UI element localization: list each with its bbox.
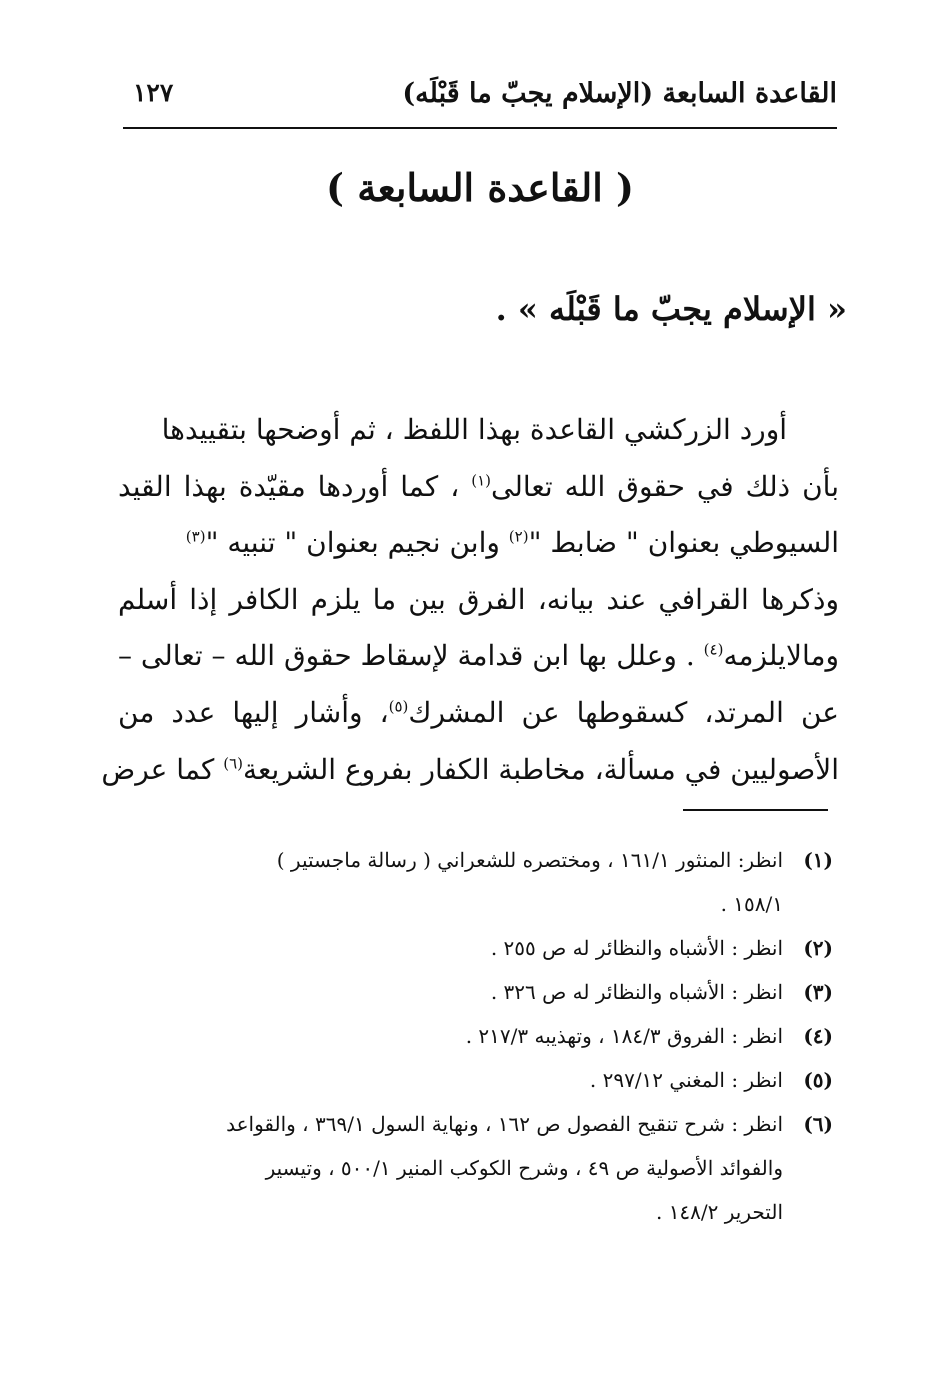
body-text-run: السيوطي بعنوان " ضابط " — [528, 526, 839, 560]
footnote — [118, 970, 839, 1014]
page-number: ١٢٧ — [133, 78, 174, 107]
chapter-title: ( القاعدة السابعة ) — [325, 165, 634, 210]
body-text-run: كما عرض — [101, 752, 224, 786]
body-text-run: عن المرتد، كسقوطها عن المشرك — [408, 695, 839, 729]
footnote-line: انظر : المغني ٢٩٧/١٢ . — [589, 1068, 783, 1092]
body-line — [118, 685, 839, 742]
footnote-number: (٥) — [803, 1068, 833, 1092]
footnote-line: والفوائد الأصولية ص ٤٩ ، وشرح الكوكب المنير ٥٠٠/١ ، وتيسير — [265, 1156, 783, 1180]
footnote — [118, 838, 839, 926]
footnote-number: (١) — [803, 848, 833, 872]
body-line — [101, 742, 839, 799]
running-title: القاعدة السابعة (الإسلام يجبّ ما قَبْلَه) — [402, 78, 837, 109]
body-text-run: . وعلل بها ابن قدامة لإسقاط حقوق الله – تعالى – — [118, 639, 704, 673]
footnote-line: انظر : الأشباه والنظائر له ص ٢٥٥ . — [490, 936, 783, 960]
footnote-ref: (٥) — [388, 697, 409, 716]
body-text — [101, 402, 839, 798]
footnote-ref: (٦) — [223, 754, 244, 773]
body-line — [118, 515, 839, 572]
body-text-run: ومالايلزمه — [723, 639, 839, 673]
footnote-ref: (٢) — [508, 527, 529, 546]
footnote-number: (٣) — [803, 980, 833, 1004]
footnote-line: التحرير ١٤٨/٢ . — [655, 1200, 783, 1224]
body-line: وذكرها القرافي عند بيانه، الفرق بين ما يلزم الكافر إذا أسلم — [118, 582, 839, 616]
body-line: أورد الزركشي القاعدة بهذا اللفظ ، ثم أوضحها بتقييدها — [161, 413, 787, 446]
footnote-number: (٤) — [803, 1024, 833, 1048]
footnote — [118, 926, 839, 970]
page-header — [123, 74, 837, 124]
footnote — [118, 1102, 839, 1234]
footnote-ref: (٤) — [703, 641, 724, 660]
footnote — [118, 1058, 839, 1102]
footnote-line: انظر : الفروق ١٨٤/٣ ، وتهذيبه ٢١٧/٣ . — [465, 1024, 783, 1048]
body-line — [118, 628, 839, 685]
footnote-ref: (٣) — [185, 527, 206, 546]
footnote-line: انظر : الأشباه والنظائر له ص ٣٢٦ . — [490, 980, 783, 1004]
body-text-run: وابن نجيم بعنوان " تنبيه " — [205, 526, 509, 560]
footnote — [118, 1014, 839, 1058]
rule-statement: « الإسلام يجبّ ما قَبْلَه » . — [495, 290, 847, 328]
body-text-run: ، وأشار إليها عدد من — [118, 695, 389, 729]
footnote-number: (٦) — [803, 1112, 833, 1136]
footnote-divider — [683, 809, 828, 811]
footnote-line: انظر : شرح تنقيح الفصول ص ١٦٢ ، ونهاية السول ٣٦٩/١ ، والقواعد — [226, 1112, 783, 1136]
footnotes — [118, 838, 839, 1234]
footnote-ref: (١) — [471, 471, 492, 490]
footnote-line: انظر: المنثور ١٦١/١ ، ومختصره للشعراني ( رسالة ماجستير ) — [276, 848, 783, 872]
footnote-number: (٢) — [803, 936, 833, 960]
body-text-run: ، كما أوردها مقيّدة بهذا القيد — [118, 469, 472, 503]
header-divider — [123, 127, 837, 129]
body-text-run: بأن ذلك في حقوق الله تعالى — [491, 469, 839, 503]
footnote-line: ١٥٨/١ . — [720, 892, 783, 916]
body-line — [118, 459, 839, 516]
body-text-run: الأصوليين في مسألة، مخاطبة الكفار بفروع الشريعة — [243, 752, 839, 786]
